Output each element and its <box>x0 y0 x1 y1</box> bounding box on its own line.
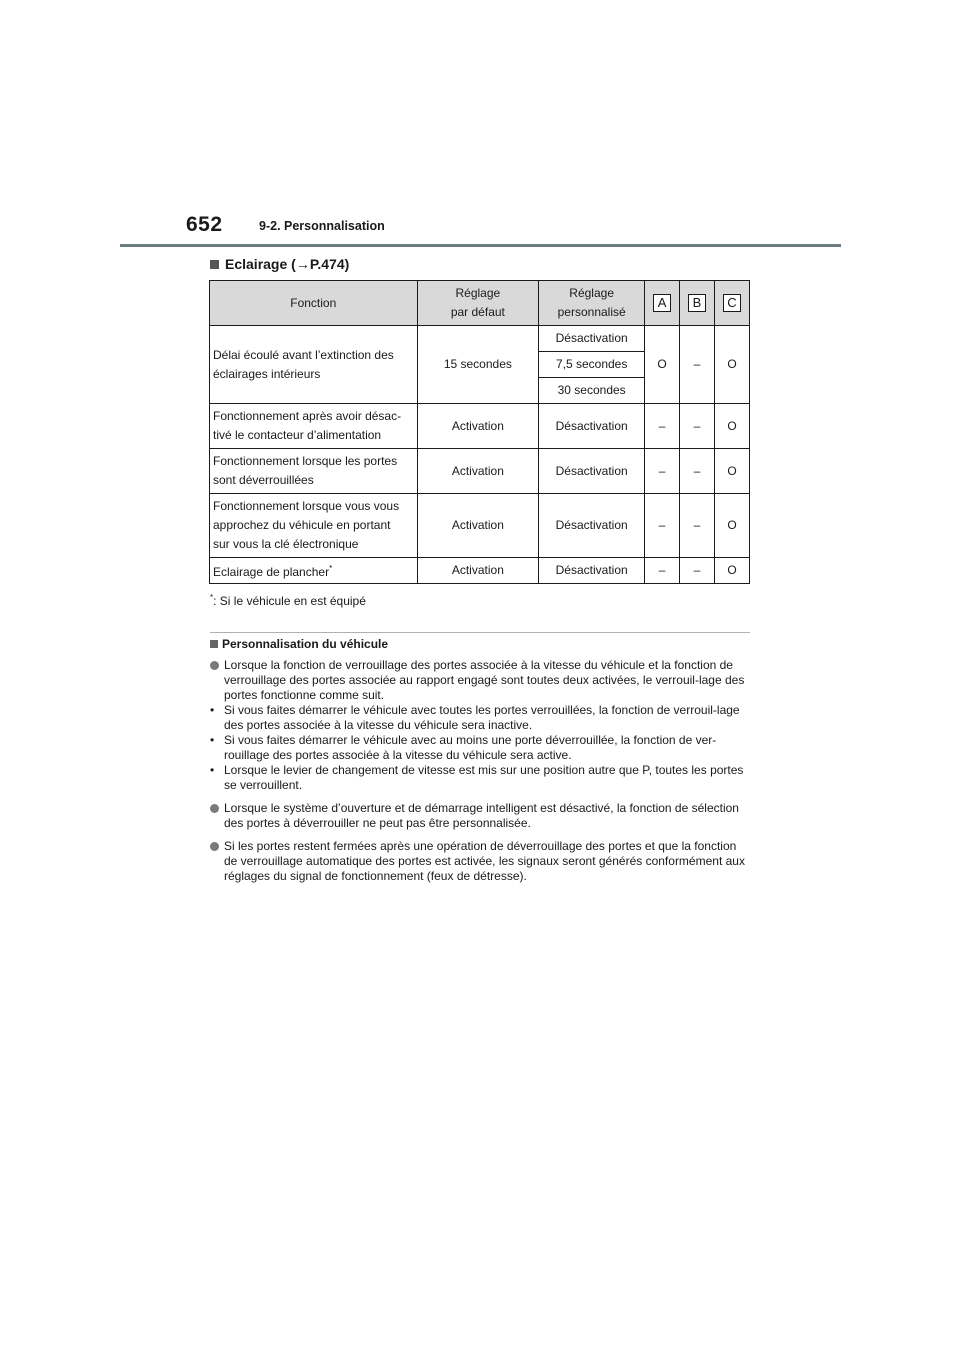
sub-list <box>210 703 752 793</box>
square-bullet-icon <box>210 260 219 269</box>
bullet-dot-icon <box>210 842 219 851</box>
header-fonction: Fonction <box>210 281 418 326</box>
sub-item: • Si vous faites démarrer le véhicule avec toutes les portes verrouillées, la fonction de verrouil-lage des portes associée à la vitesse du véhicule sera inactive. <box>210 703 740 732</box>
row3-custom: Désactivation <box>539 449 645 494</box>
footnote-marker: * <box>329 564 333 573</box>
row5-a: – <box>645 558 680 584</box>
row3-b: – <box>680 449 715 494</box>
row1-c: O <box>715 326 750 404</box>
row3-a: – <box>645 449 680 494</box>
row5-default: Activation <box>417 558 539 584</box>
letter-c-icon: C <box>723 294 741 312</box>
row2-a: – <box>645 404 680 449</box>
header-a <box>645 281 680 326</box>
row2-b: – <box>680 404 715 449</box>
row5-b: – <box>680 558 715 584</box>
row4-b: – <box>680 494 715 558</box>
settings-table <box>209 280 750 584</box>
header-b <box>680 281 715 326</box>
header-custom: Réglage personnalisé <box>539 281 645 326</box>
header-divider <box>120 244 841 247</box>
heading-text: Eclairage ( <box>225 256 296 272</box>
section-title: 9-2. Personnalisation <box>259 219 385 233</box>
lighting-heading <box>210 256 349 272</box>
header-c <box>715 281 750 326</box>
bullet-dot-icon <box>210 804 219 813</box>
row3-default: Activation <box>417 449 539 494</box>
row3-function: Fonctionnement lorsque les portes sont déverrouillées <box>210 449 418 494</box>
sub-item: • Si vous faites démarrer le véhicule avec au moins une porte déverrouillée, la fonction de ver-rouillage des portes associée à la vitesse du véhicule sera active. <box>210 733 717 762</box>
row2-c: O <box>715 404 750 449</box>
page-number: 652 <box>186 213 223 236</box>
row3-c: O <box>715 449 750 494</box>
list-item: Si les portes restent fermées après une opération de déverrouillage des portes et que la fonction de verrouillage automatique des portes est activée, les signaux seront générés conformément aux réglages du signal de fonctionnement (feux de détresse). <box>210 839 752 884</box>
table-row <box>210 558 750 584</box>
row5-c: O <box>715 558 750 584</box>
notes-divider <box>210 632 750 633</box>
row1-option-1: Désactivation <box>539 326 645 352</box>
row1-a: O <box>645 326 680 404</box>
row1-b: – <box>680 326 715 404</box>
table-footnote: *: Si le véhicule en est équipé <box>210 593 366 608</box>
row5-custom: Désactivation <box>539 558 645 584</box>
row4-function: Fonctionnement lorsque vous vous approchez du véhicule en portant sur vous la clé électronique <box>210 494 418 558</box>
row4-c: O <box>715 494 750 558</box>
row2-function: Fonctionnement après avoir désac- tivé le contacteur d’alimentation <box>210 404 418 449</box>
bullet-dot-icon <box>210 661 219 670</box>
row1-option-3: 30 secondes <box>539 378 645 404</box>
row4-a: – <box>645 494 680 558</box>
table-row <box>210 494 750 558</box>
row1-function: Délai écoulé avant l’extinction des éclairages intérieurs <box>210 326 418 404</box>
notes-section <box>210 637 752 892</box>
row2-default: Activation <box>417 404 539 449</box>
letter-a-icon: A <box>653 294 671 312</box>
list-item: Lorsque la fonction de verrouillage des portes associée à la vitesse du véhicule et la fonction de verrouillage des portes associée au rapport engagé sont toutes deux activées, le verrouil-lage des portes fonctionne comme suit. <box>210 658 752 703</box>
row4-custom: Désactivation <box>539 494 645 558</box>
notes-heading: Personnalisation du véhicule <box>210 637 752 652</box>
row4-default: Activation <box>417 494 539 558</box>
row1-option-2: 7,5 secondes <box>539 352 645 378</box>
table-row <box>210 326 750 352</box>
row2-custom: Désactivation <box>539 404 645 449</box>
square-bullet-icon <box>210 640 218 648</box>
sub-item: • Lorsque le levier de changement de vitesse est mis sur une position autre que P, toutes les portes se verrouillent. <box>210 763 744 792</box>
table-header-row <box>210 281 750 326</box>
list-item: Lorsque le système d’ouverture et de démarrage intelligent est désactivé, la fonction de sélection des portes à déverrouiller ne peut pas être personnalisée. <box>210 801 752 831</box>
header-default: Réglage par défaut <box>417 281 539 326</box>
row5-function: Eclairage de plancher* <box>210 558 418 584</box>
arrow-icon: → <box>295 256 310 272</box>
table-row <box>210 449 750 494</box>
page-reference: P.474) <box>309 256 350 272</box>
row1-default: 15 secondes <box>417 326 539 404</box>
letter-b-icon: B <box>688 294 706 312</box>
table-row <box>210 404 750 449</box>
